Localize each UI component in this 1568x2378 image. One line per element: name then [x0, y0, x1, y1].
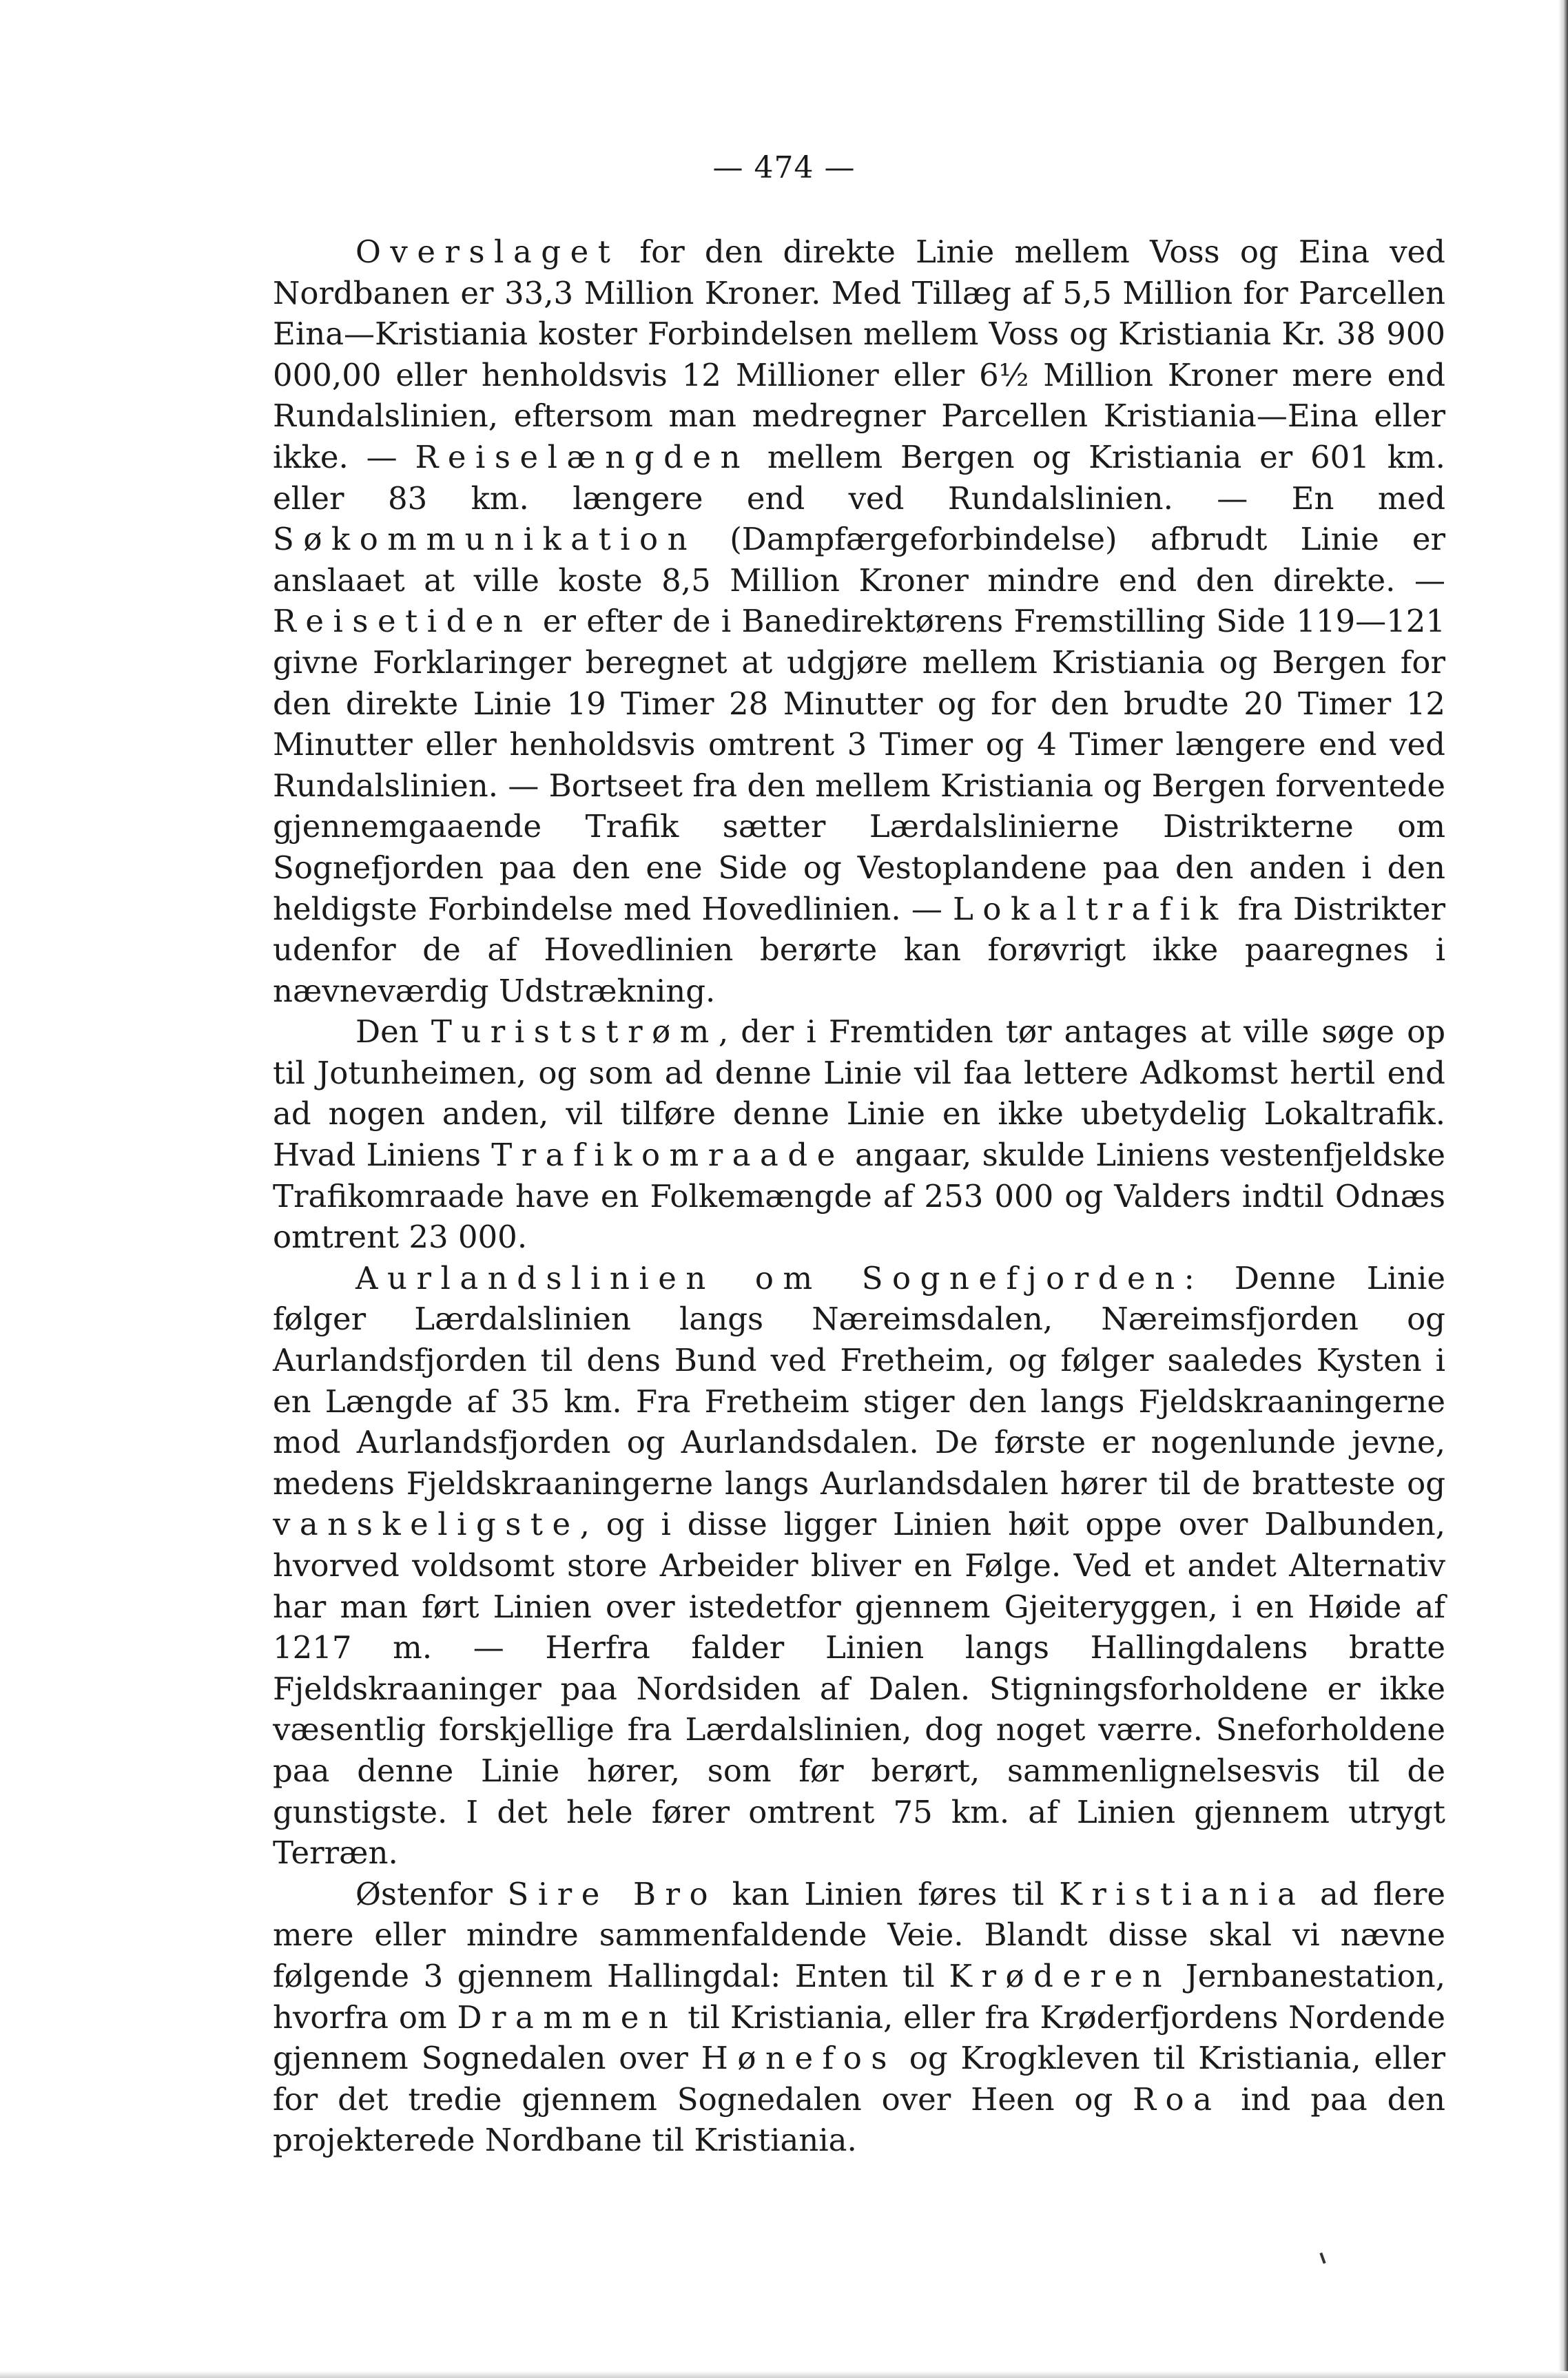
- spaced-emphasis: Reisetiden: [273, 603, 533, 640]
- spaced-emphasis: vanskeligste: [273, 1506, 580, 1543]
- text-run: til Kristiania, eller fra Krøderfjordens Nordende gjennem Sognedalen over: [273, 1998, 1446, 2077]
- text-run: , der i Fremtiden tør antages at ville søge op til Jotunheimen, og som ad denne Linie vil faa lettere Adkomst hertil end ad nogen anden, vil tilføre denne Linie en ikke ubetydelig Lokaltrafik. Hvad Liniens: [273, 1013, 1446, 1174]
- text-run: Jernbanestation, hvorfra om: [273, 1957, 1446, 2036]
- text-run: Den: [355, 1013, 431, 1051]
- paragraph-1: [273, 231, 1445, 1011]
- spaced-emphasis: Kristiania: [1059, 1875, 1306, 1912]
- text-run: , og i disse ligger Linien høit oppe over Dalbunden, hvorved voldsomt store Arbeider bliver en Følge. Ved et andet Alternativ har man ført Linien over istedetfor gjennem Gjeiteryggen, i en Høide af 1217 m. — Herfra falder Linien langs Hallingdalens bratte Fjeldskraaninger paa Nordsiden af Dalen. Stigningsforholdene er ikke væsentlig forskjellige fra Lærdalslinien, dog noget værre. Sneforholdene paa denne Linie hører, som før berørt, sammenlignelsesvis til de gunstigste. I det hele fører omtrent 75 km. af Linien gjennem utrygt Terræn.: [273, 1506, 1445, 1872]
- spaced-emphasis: Søkommunikation: [273, 521, 697, 558]
- scan-bottom-edge: [0, 2371, 1568, 2378]
- spaced-emphasis: Krøderen: [949, 1957, 1172, 1994]
- spaced-emphasis: Turiststrøm: [431, 1013, 719, 1051]
- ink-speck: [1319, 2253, 1325, 2264]
- text-run: (Dampfærgeforbindelse) afbrudt Linie er anslaaet at ville koste 8,5 Million Kroner mindre end den direkte. —: [273, 521, 1445, 599]
- paragraph-3: [273, 1258, 1445, 1874]
- text-run: angaar, skulde Liniens vestenfjeldske Trafikomraade have en Folkemængde af 253 000 og Valders indtil Odnæs omtrent 23 000.: [273, 1137, 1446, 1256]
- body-text: [273, 231, 1445, 2161]
- spaced-emphasis: Roa: [1133, 2080, 1221, 2118]
- page-number: — 474 —: [712, 150, 856, 185]
- spaced-emphasis: Aurlandslinien om Sognefjorden:: [355, 1259, 1204, 1296]
- text-run: mellem Bergen og Kristiania er 601 km. eller 83 km. længere end ved Rundalslinien. — En med: [273, 438, 1445, 517]
- scan-page-edge: [1558, 0, 1568, 2378]
- text-run: og Krogkleven til Kristiania, eller for det tredie gjennem Sognedalen over Heen og: [273, 2040, 1445, 2118]
- spaced-emphasis: Drammen: [457, 1998, 678, 2036]
- text-run: Denne Linie følger Lærdalslinien langs Næreimsdalen, Næreimsfjorden og Aurlandsfjorden til dens Bund ved Fretheim, og følger saaledes Kysten i en Længde af 35 km. Fra Fretheim stiger den langs Fjeldskraaningerne mod Aurlandsfjorden og Aurlandsdalen. De første er nogenlunde jevne, medens Fjeldskraaningerne langs Aurlandsdalen hører til de bratteste og: [273, 1259, 1445, 1502]
- spaced-emphasis: Hønefos: [701, 2040, 896, 2077]
- paragraph-4: [273, 1874, 1445, 2161]
- text-run: fra Distrikter udenfor de af Hovedlinien berørte kan forøvrigt ikke paaregnes i nævneværdig Udstrækning.: [273, 890, 1445, 1009]
- text-run: ind paa den projekterede Nordbane til Kristiania.: [273, 2080, 1445, 2159]
- spaced-emphasis: Lokaltrafik: [952, 890, 1228, 927]
- paragraph-2: [273, 1011, 1445, 1258]
- spaced-emphasis: Overslaget: [355, 234, 620, 270]
- text-run: ad flere mere eller mindre sammenfaldende Veie. Blandt disse skal vi nævne følgende 3 gjennem Hallingdal: Enten til: [273, 1875, 1445, 1994]
- spaced-emphasis: Sire Bro: [507, 1875, 718, 1912]
- text-run: kan Linien føres til: [717, 1875, 1060, 1912]
- spaced-emphasis: Reiselængden: [415, 438, 750, 475]
- text-run: Østenfor: [355, 1875, 508, 1912]
- spaced-emphasis: Trafikomraade: [491, 1137, 845, 1174]
- text-run: er efter de i Banedirektørens Fremstilling Side 119—121 givne Forklaringer beregnet at udgjøre mellem Kristiania og Bergen for den direkte Linie 19 Timer 28 Minutter og for den brudte 20 Timer 12 Minutter eller henholdsvis omtrent 3 Timer og 4 Timer længere end ved Rundalslinien. — Bortseet fra den mellem Kristiania og Bergen forventede gjennemgaaende Trafik sætter Lærdalslinierne Distrikterne om Sognefjorden paa den ene Side og Vestoplandene paa den anden i den heldigste Forbindelse med Hovedlinien. —: [273, 603, 1445, 927]
- text-run: for den direkte Linie mellem Voss og Eina ved Nordbanen er 33,3 Million Kroner. Med Tillæg af 5,5 Million for Parcellen Eina—Kristiania koster Forbindelsen mellem Voss og Kristiania Kr. 38 900 000,00 eller henholdsvis 12 Millioner eller 6½ Million Kroner mere end Rundalslinien, eftersom man medregner Parcellen Kristiania—Eina eller ikke. —: [273, 234, 1445, 475]
